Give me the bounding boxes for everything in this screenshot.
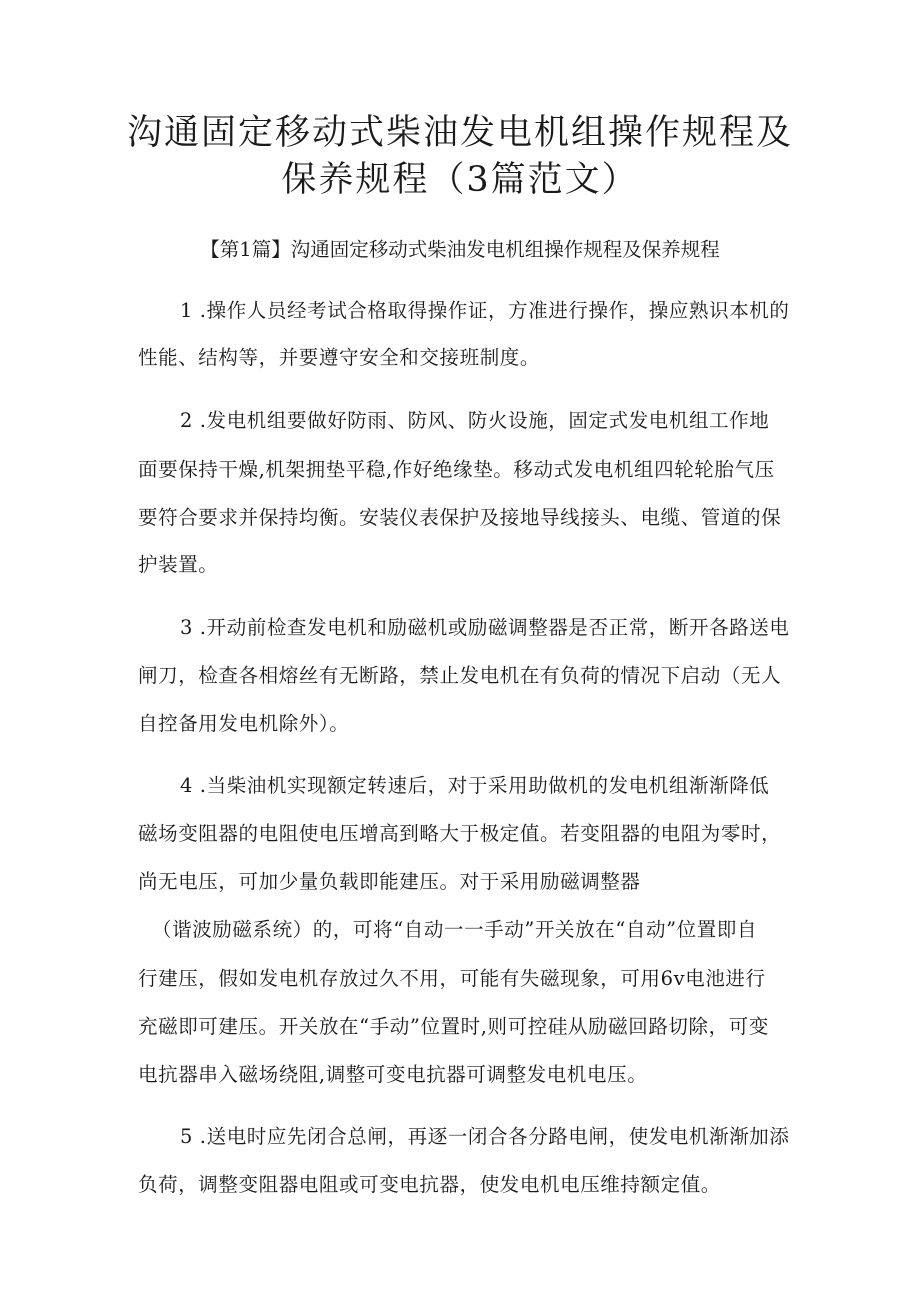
paragraph-5-line-1: 5 .送电时应先闭合总闸，再逐一闭合各分路电闸，使发电机渐渐加添 [180,1125,790,1148]
paragraph-3-line-3: 自控备用发电机除外）。 [138,712,350,735]
paragraph-4-line-7: 电抗器串入磁场绕阻,调整可变电抗器可调整发电机电压。 [138,1063,648,1086]
paragraph-5-line-2: 负荷，调整变阻器电阻或可变电抗器，使发电机电压维持额定值。 [138,1173,721,1196]
paragraph-2-line-3: 要符合要求并保持均衡。安装仪表保护及接地导线接头、电缆、管道的保 [138,506,782,529]
paragraph-1-line-2: 性能、结构等，并要遵守安全和交接班制度。 [138,346,541,369]
paragraph-4-line-1: 4 .当柴油机实现额定转速后，对于采用助做机的发电机组渐渐降低 [180,774,770,797]
document-title-line-1: 沟通固定移动式柴油发电机组操作规程及 [126,113,793,153]
paragraph-2-line-1: 2 .发电机组要做好防雨、防风、防火设施，固定式发电机组工作地 [180,409,770,432]
paragraph-4-line-4: （谐波励磁系统）的，可将“自动一一手动”开关放在“自动”位置即自 [152,918,758,941]
paragraph-3-line-2: 闸刀，检查各相熔丝有无断路，禁止发电机在有负荷的情况下启动（无人 [138,664,782,687]
document-title-line-2: 保养规程（3篇范文） [281,160,639,200]
paragraph-4-line-3: 尚无电压，可加少量负载即能建压。对于采用励磁调整器 [138,870,641,893]
paragraph-2-line-4: 护装置。 [138,553,219,576]
section-heading: 【第1篇】沟通固定移动式柴油发电机组操作规程及保养规程 [200,238,720,261]
paragraph-3-line-1: 3 .开动前检查发电机和励磁机或励磁调整器是否正常，断开各路送电 [180,616,790,639]
paragraph-4-line-6: 充磁即可建压。开关放在“手动”位置时,则可控硅从励磁回路切除，可变 [138,1015,769,1038]
paragraph-4-line-2: 磁场变阻器的电阻使电压增高到略大于极定值。若变阻器的电阻为零时， [138,822,782,845]
paragraph-4-line-5: 行建压，假如发电机存放过久不用，可能有失磁现象，可用6v电池进行 [138,967,766,990]
paragraph-1-line-1: 1 .操作人员经考试合格取得操作证，方准进行操作，操应熟识本机的 [180,299,790,322]
paragraph-2-line-2: 面要保持干燥,机架拥垫平稳,作好绝缘垫。移动式发电机组四轮轮胎气压 [138,458,775,481]
